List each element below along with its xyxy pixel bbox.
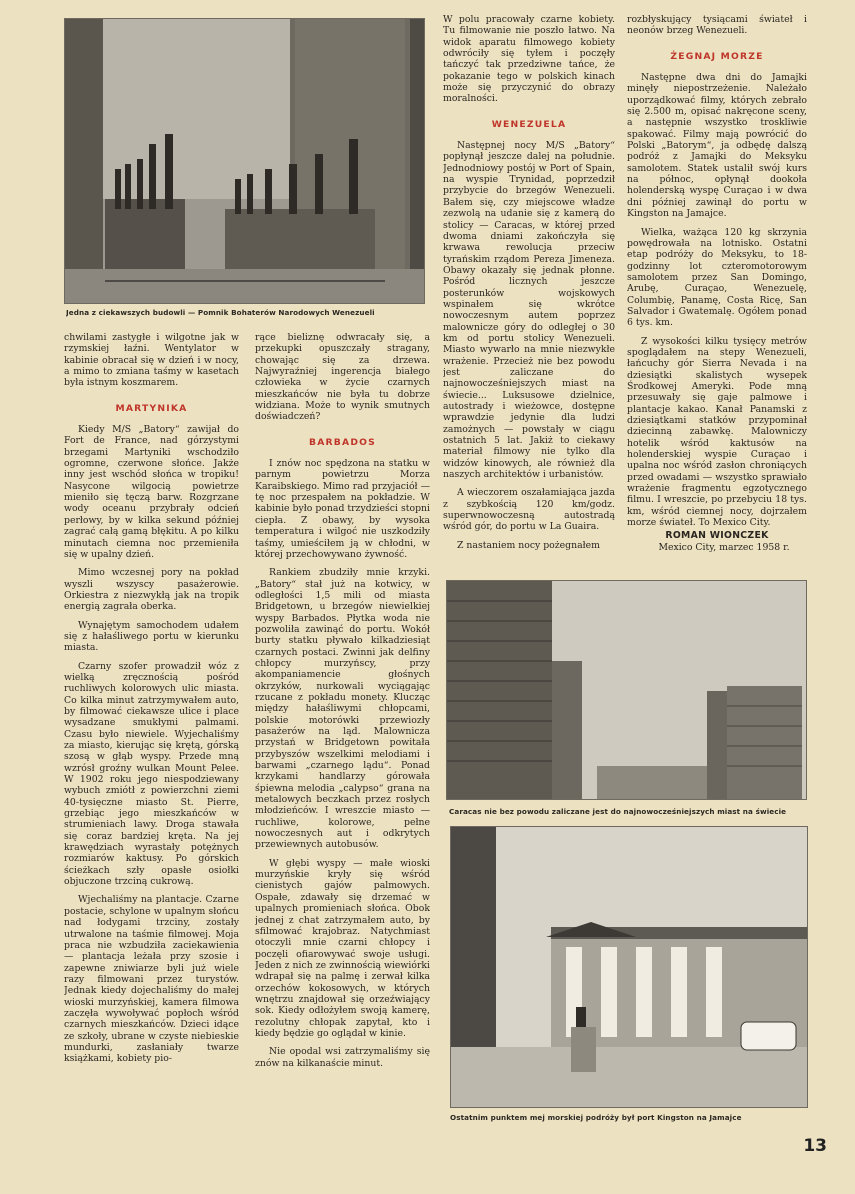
col1-paragraph: Wjechaliśmy na plantacje. Czarne postacie, schylone w upalnym słońcu nad łodygami trzciny, zostały utrwalone na taśmie filmowej. Moja praca nie wzbudziła zaciekawienia — plantacja leżała przy szosie i zapewne zniwiarze byli już wiele razy filmowani przez turystów. Jednak kiedy dojechaliśmy do małej wioski murzyńskiej, kamera filmowa zaczęła wywoływać popłoch wśród czarnych mieszkańców. Dzieci idące ze szkoły, ubrane w czyste niebieskie mundurki, zasłaniały twarze książkami, kobiety pio- xyxy=(64,894,239,1065)
col4-intro: rozbłyskujący tysiącami świateł i neonów brzeg Wenezueli. xyxy=(627,14,807,37)
column-2 xyxy=(255,332,430,1132)
caracas-photo xyxy=(446,580,807,800)
column-3 xyxy=(443,14,615,579)
col1-paragraph: Wynajętym samochodem udałem się z hałaśliwego portu w kierunku miasta. xyxy=(64,619,239,654)
col1-paragraph: Mimo wczesnej pory na pokład wyszli wszyscy pasażerowie. Orkiestra z niezwykłą jak na tropik energią zagrała oberka. xyxy=(64,567,239,613)
heading-martynika: MARTYNIKA xyxy=(115,402,188,414)
col2-intro: rące bieliznę odwracały się, a przekupki opuszczały stragany, chowając się za drzewa. Najwyraźniej ingerencja białego człowieka w życie czarnych mieszkańców nie była tu dobrze widziana. Może to wynik smutnych doświadczeń? xyxy=(255,332,430,423)
col3-paragraph: A wieczorem oszałamiająca jazda z szybkością 120 km/godz. superwnowoczesną autostradą wśród gór, do portu w La Guaira. xyxy=(443,487,615,533)
col3-paragraph: Następnej nocy M/S „Batory“ popłynął jeszcze dalej na południe. Jednodniowy postój w Port of Spain, na wyspie Trynidad, poprzedził przybycie do brzegów Wenezueli. Bałem się, czy miejscowe władze zezwolą na udanie się z kamerą do stolicy — Caracas, w której przed dwoma dniami zakończyła się krwawa rewolucja przeciw tyrańskim rządom Pereza Jimeneza. Obawy okazały się jednak płonne. Pośród licznych jeszcze posterunków wojskowych wspinałem się wkrótce nowoczesnym autem poprzez malownicze góry do odległej o 30 km od portu stolicy Wenezueli. Miasto wywarło na mnie niezwykłe wrażenie. Przecież nie bez powodu jest zaliczane do najnowocześniejszych miast na świecie... Luksusowe dzielnice, autostrady i wieżowce, dostępne wprawdzie jedynie dla ludzi zamożnych — powstały w ciągu ostatnich 5 lat. Jakiż to ciekawy materiał filmowy nie tylko dla widzów kinowych, ale również dla naszych architektów i urbanistów. xyxy=(443,140,615,481)
col3-paragraph: Z nastaniem nocy pożegnałem xyxy=(457,539,600,551)
col2-paragraph: Rankiem zbudziły mnie krzyki. „Batory“ stał już na kotwicy, w odległości 1,5 mili od miasta Bridgetown, u brzegów niewielkiej wyspy Barbados. Płytka woda nie pozwoliła zawinąć do portu. Wokół burty statku pływało kilkadziesiąt czarnych postaci. Zwinni jak delfiny chłopcy murzyńscy, przy akompaniamencie głośnych okrzyków, nurkowali wyciągając rzucane z pokładu monety. Klucząc między hałaśliwymi chłopcami, polskie motorówki przewiozły pasażerów na ląd. Malownicza przystań w Bridgetown powitała przybyszów wszelkimi melodiami i barwami „czarnego lądu“. Ponad krzykami handlarzy górowała śpiewna melodia „calypso“ grana na metalowych beczkach przez rosłych młodzieńców. I wreszcie miasto — ruchliwe, kolorowe, pełne nowoczesnych aut i odkrytych przewiewnych autobusów. xyxy=(255,567,430,851)
col4-paragraph: Z wysokości kilku tysięcy metrów spoglądałem na stepy Wenezueli, łańcuchy gór Sierra Nevada i na dziesiątki skalistych wysepek Środkowej Ameryki. Pode mną przesuwały się gaje palmowe i plantacje kakao. Kanał Panamski z dziesiątkami statków przypominał dziecinną zabawkę. Malowniczy hotelik wśród kaktusów na holenderskiej wyspie Curaçao i upalna noc wśród zasłon chroniących przed owadami — wszystko sprawiało wrażenie fragmentu egzotycznego filmu. I wreszcie, po przebyciu 18 tys. km, wśród ciemnej nocy, dojrzałem morze świateł. To Mexico City. xyxy=(627,335,807,529)
monument-caption: Jedna z ciekawszych budowli — Pomnik Bohaterów Narodowych Wenezueli xyxy=(66,308,375,317)
caracas-image xyxy=(447,581,806,799)
dateline: Mexico City, marzec 1958 r. xyxy=(658,541,790,553)
col1-paragraph: Kiedy M/S „Batory“ zawijał do Fort de France, nad górzystymi brzegami Martyniki wschodziło ogromne, czerwone słońce. Jakże inny jest wschód słońca w tropiku! Nasycone wilgocią powietrze mieniło się tęczą barw. Rozgrzane wody oceanu przybrały odcień perłowy, by w kilka sekund później zagrać całą gamą błękitu. A po kilku minutach ciemna noc przemieniła się w upalny dzień. xyxy=(64,424,239,560)
column-4 xyxy=(627,14,807,579)
kingston-caption: Ostatnim punktem mej morskiej podróży był port Kingston na Jamajce xyxy=(450,1113,742,1122)
col4-paragraph: Wielka, ważąca 120 kg skrzynia powędrowała na lotnisko. Ostatni etap podróży do Meksyku, to 18-godzinny lot czteromotorowym samolotem przez San Domingo, Arubę, Curaçao, Wenezuelę, Columbię, Panamę, Costa Ricę, San Salvador i Gwatemalę. Ogółem ponad 6 tys. km. xyxy=(627,226,807,329)
col4-paragraph: Następne dwa dni do Jamajki minęły niepostrzeżenie. Należało uporządkować filmy, których zebrało się 2.500 m, opisać nakręcone sceny, a następnie wszystko troskliwie spakować. Filmy mają powrócić do Polski „Batorym“, ja odbędę dalszą podróż z Jamajki do Meksyku samolotem. Statek ustalił swój kurs na północ, opłynął dookoła holenderską wyspę Curaçao i w dwa dni później zawinął do portu w Kingston na Jamajce. xyxy=(627,72,807,220)
col2-paragraph: I znów noc spędzona na statku w parnym powietrzu Morza Karaibskiego. Mimo rad przyjaciół — tę noc przespałem na pokładzie. W kabinie było ponad trzydzieści stopni ciepła. Z obawy, by wysoka temperatura i wilgoć nie uszkodziły taśmy, umieściłem ją w chłodni, w której przechowywano żywność. xyxy=(255,458,430,560)
column-1 xyxy=(64,332,239,1132)
col3-intro: W polu pracowały czarne kobiety. Tu filmowanie nie poszło łatwo. Na widok aparatu filmowego kobiety odwróciły się tyłem i poczęły tańczyć tak przedziwne tańce, że pokazanie tego w polskich kinach może się przyczynić do obrazy moralności. xyxy=(443,14,615,105)
col2-paragraph: W głębi wyspy — małe wioski murzyńskie kryły się wśród cienistych gajów palmowych. Ospałe, zdawały się drzemać w upalnych promieniach słońca. Obok jednej z chat zatrzymałem auto, by sfilmować krajobraz. Natychmiast otoczyli mnie czarni chłopcy i poczęli ofiarowywać swoje usługi. Jeden z nich ze zwinnością wiewiórki wdrapał się na palmę i zerwał kilka orzechów kokosowych, w których wnętrzu znajdował się orzeźwiający sok. Kiedy odłożyłem swoją kamerę, rezolutny chłopak zapytał, kto i kiedy będzie go oglądał w kinie. xyxy=(255,857,430,1039)
author-name: ROMAN WIONCZEK xyxy=(665,530,769,542)
col2-paragraph: Nie opodal wsi zatrzymaliśmy się znów na kilkanaście minut. xyxy=(255,1046,430,1069)
caracas-caption: Caracas nie bez powodu zaliczane jest do najnowocześniejszych miast na świecie xyxy=(449,807,787,816)
col1-paragraph: Czarny szofer prowadził wóz z wielką zręcznością pośród ruchliwych kolorowych ulic miasta. Co kilka minut zatrzymywałem auto, by filmować ciekawsze ulice i place wysadzane smukłymi palmami. Czasu było niewiele. Wyjechaliśmy za miasto, kierując się krętą, górską szosą w głąb wyspy. Przede mną wzrósł groźny wulkan Mount Pelee. W 1902 roku jego niespodziewany wybuch zmiótł z powierzchni ziemi 40-tysięczne miasto St. Pierre, grzebiąc jego mieszkańców w strumieniach lawy. Droga stawała się coraz bardziej kręta. Na jej krawędziach wyrastały potężnych rozmiarów kaktusy. Po górskich ścieżkach szły opasłe osiołki objuczone trzciną cukrową. xyxy=(64,660,239,888)
kingston-image xyxy=(451,827,807,1107)
col1-intro: chwilami zastygłe i wilgotne jak w rzymskiej łaźni. Wentylator w kabinie obracał się w dzień i w nocy, a mimo to zmiana taśmy w kasetach była istnym koszmarem. xyxy=(64,332,239,389)
monument-photo xyxy=(64,18,425,304)
page-number: 13 xyxy=(803,1136,827,1156)
heading-zegnaj-morze: ŻEGNAJ MORZE xyxy=(670,50,764,62)
heading-barbados: BARBADOS xyxy=(309,436,376,448)
kingston-photo xyxy=(450,826,808,1108)
heading-wenezuela: WENEZUELA xyxy=(491,118,567,130)
monument-image xyxy=(65,19,424,303)
